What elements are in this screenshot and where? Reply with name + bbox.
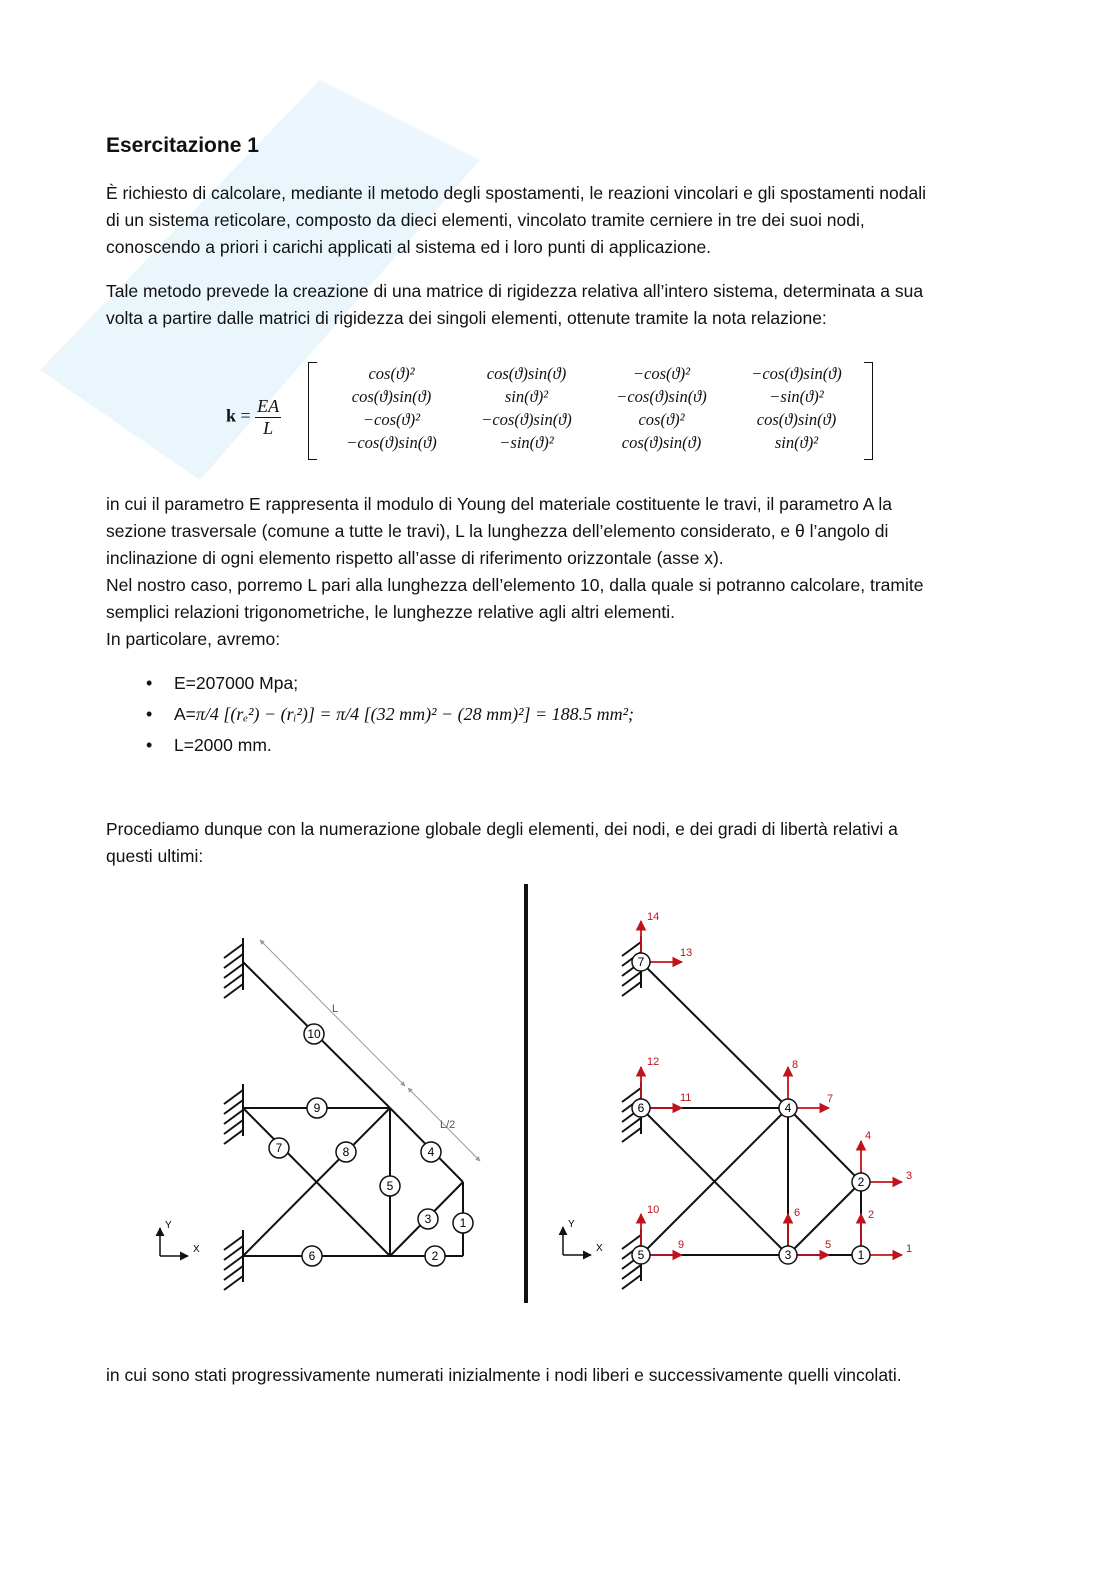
paragraph-line: inclinazione di ogni elemento rispetto all’asse di riferimento orizzontale (asse x). xyxy=(106,548,724,568)
node-label-1 xyxy=(852,1246,870,1264)
matrix-cell: cos(ϑ)² xyxy=(638,410,685,429)
matrix-cell: cos(ϑ)sin(ϑ) xyxy=(351,387,432,406)
matrix-cell: −sin(ϑ)² xyxy=(499,433,554,452)
svg-text:6: 6 xyxy=(637,1101,645,1115)
svg-text:1: 1 xyxy=(459,1216,467,1230)
paragraph-line: di un sistema reticolare, composto da dieci elementi, vincolato tramite cerniere in tre dei suoi nodi, xyxy=(106,210,865,230)
param-l: • L=2000 mm. xyxy=(146,730,634,761)
dof-label: 13 xyxy=(680,947,693,959)
dof-label: 4 xyxy=(865,1130,872,1142)
dof-labels xyxy=(647,911,912,1255)
svg-text:5: 5 xyxy=(386,1179,394,1193)
node-label-5 xyxy=(632,1246,650,1264)
paragraph-line: in cui sono stati progressivamente numerati inizialmente i nodi liberi e successivamente quelli vincolati. xyxy=(106,1365,902,1385)
dim-label-l: L xyxy=(332,1003,339,1015)
svg-text:2: 2 xyxy=(857,1175,865,1189)
paragraph-line: In particolare, avremo: xyxy=(106,629,281,649)
svg-text:3: 3 xyxy=(784,1248,792,1262)
svg-text:10: 10 xyxy=(307,1027,321,1041)
right-axis-x-label: X xyxy=(596,1243,603,1254)
paragraph-line: sezione trasversale (comune a tutte le travi), L la lunghezza dell’elemento considerato, e θ l’angolo di xyxy=(106,521,889,541)
ea-over-l-fraction: $\frac{EA}{L}$ xyxy=(257,396,280,438)
element-label-1 xyxy=(453,1213,473,1233)
left-axis-x-label: X xyxy=(193,1244,200,1255)
dof-label: 3 xyxy=(906,1170,913,1182)
dof-label: 8 xyxy=(792,1059,799,1071)
dof-label: 14 xyxy=(647,911,660,923)
element-label-6 xyxy=(302,1246,322,1266)
left-truss xyxy=(224,938,463,1290)
element-label-5 xyxy=(380,1176,400,1196)
svg-text:9: 9 xyxy=(313,1101,321,1115)
param-e: • E=207000 Mpa; xyxy=(146,668,634,699)
paragraph-line: Nel nostro caso, porremo L pari alla lunghezza dell’elemento 10, dalla quale si potranno calcolare, tramite xyxy=(106,575,924,595)
left-axis-y-label: Y xyxy=(165,1220,172,1231)
node-label-2 xyxy=(852,1173,870,1191)
svg-text:2: 2 xyxy=(431,1249,439,1263)
paragraph-line: questi ultimi: xyxy=(106,846,204,866)
node-label-6 xyxy=(632,1099,650,1117)
dof-arrows xyxy=(641,921,902,1255)
paragraph-line: conoscendo a priori i carichi applicati al sistema ed i loro punti di applicazione. xyxy=(106,237,712,257)
matrix-cell: cos(ϑ)sin(ϑ) xyxy=(621,433,702,452)
dof-label: 6 xyxy=(794,1207,801,1219)
right-truss xyxy=(622,936,861,1289)
svg-text:7: 7 xyxy=(637,955,645,969)
paragraph-line: Tale metodo prevede la creazione di una matrice di rigidezza relativa all’intero sistema, determinata a sua xyxy=(106,281,924,301)
dof-label: 10 xyxy=(647,1204,660,1216)
matrix-cell: −sin(ϑ)² xyxy=(769,387,824,406)
node-label-4 xyxy=(779,1099,797,1117)
svg-text:7: 7 xyxy=(275,1141,283,1155)
support-bottom-left xyxy=(224,1230,243,1290)
paragraph-line: volta a partire dalle matrici di rigidezza dei singoli elementi, ottenute tramite la nota relazione: xyxy=(106,308,827,328)
node-label-7 xyxy=(632,953,650,971)
paragraph-line: È richiesto di calcolare, mediante il metodo degli spostamenti, le reazioni vincolari e gli spostamenti nodali xyxy=(106,183,927,203)
svg-text:4: 4 xyxy=(427,1145,435,1159)
right-axes-icon xyxy=(563,1227,591,1255)
dof-label: 12 xyxy=(647,1056,660,1068)
matrix-left-bracket xyxy=(308,362,317,460)
page-title: Esercitazione 1 xyxy=(106,134,259,157)
left-axes-icon xyxy=(160,1228,188,1256)
element-label-8 xyxy=(336,1142,356,1162)
stiffness-matrix-equation xyxy=(226,358,886,468)
element-label-4 xyxy=(421,1142,441,1162)
matrix-cell: cos(ϑ)sin(ϑ) xyxy=(486,364,567,383)
dof-label: 9 xyxy=(678,1239,685,1251)
matrix-right-bracket xyxy=(864,362,873,460)
dim-label-l2: L/2 xyxy=(440,1119,456,1131)
matrix-cell: cos(ϑ)sin(ϑ) xyxy=(756,410,837,429)
paragraph-line: in cui il parametro E rappresenta il modulo di Young del materiale costituente le travi, il parametro A la xyxy=(106,494,892,514)
paragraph-line: Procediamo dunque con la numerazione globale degli elementi, dei nodi, e dei gradi di libertà relativi a xyxy=(106,819,898,839)
element-label-7 xyxy=(269,1138,289,1158)
dof-label: 7 xyxy=(827,1093,834,1105)
element-labels xyxy=(269,1024,473,1266)
param-a: • A=π/4 [(rₑ²) − (rᵢ²)] = π/4 [(32 mm)² − (28 mm)²] = 188.5 mm²; xyxy=(146,699,634,730)
element-label-10 xyxy=(304,1024,324,1044)
dof-label: 5 xyxy=(825,1239,832,1251)
node-label-3 xyxy=(779,1246,797,1264)
paragraph-line: semplici relazioni trigonometriche, le lunghezze relative agli altri elementi. xyxy=(106,602,676,622)
matrix-cell: −cos(ϑ)sin(ϑ) xyxy=(481,410,572,429)
support-top-left xyxy=(224,938,243,998)
svg-text:6: 6 xyxy=(308,1249,316,1263)
svg-text:5: 5 xyxy=(637,1248,645,1262)
parameter-list xyxy=(146,668,634,761)
dof-label: 2 xyxy=(868,1209,875,1221)
svg-text:3: 3 xyxy=(424,1212,432,1226)
matrix-lhs: k = $\frac{EA}{L}$ xyxy=(226,396,280,438)
right-axis-y-label: Y xyxy=(568,1219,575,1230)
matrix-cell: sin(ϑ)² xyxy=(774,433,819,452)
dof-label: 1 xyxy=(906,1243,913,1255)
matrix-cell: −cos(ϑ)sin(ϑ) xyxy=(616,387,707,406)
matrix-cell: −cos(ϑ)sin(ϑ) xyxy=(751,364,842,383)
element-label-3 xyxy=(418,1209,438,1229)
matrix-cell: −cos(ϑ)² xyxy=(362,410,421,429)
matrix-cell: −cos(ϑ)² xyxy=(632,364,691,383)
matrix-cell: sin(ϑ)² xyxy=(504,387,549,406)
svg-text:4: 4 xyxy=(784,1101,792,1115)
support-mid-left xyxy=(224,1084,243,1144)
svg-text:8: 8 xyxy=(342,1145,350,1159)
element-label-9 xyxy=(307,1098,327,1118)
matrix-cell: cos(ϑ)² xyxy=(368,364,415,383)
truss-diagrams xyxy=(150,878,930,1318)
element-label-2 xyxy=(425,1246,445,1266)
matrix-cell: −cos(ϑ)sin(ϑ) xyxy=(346,433,437,452)
dof-label: 11 xyxy=(680,1092,692,1104)
svg-text:1: 1 xyxy=(857,1248,865,1262)
